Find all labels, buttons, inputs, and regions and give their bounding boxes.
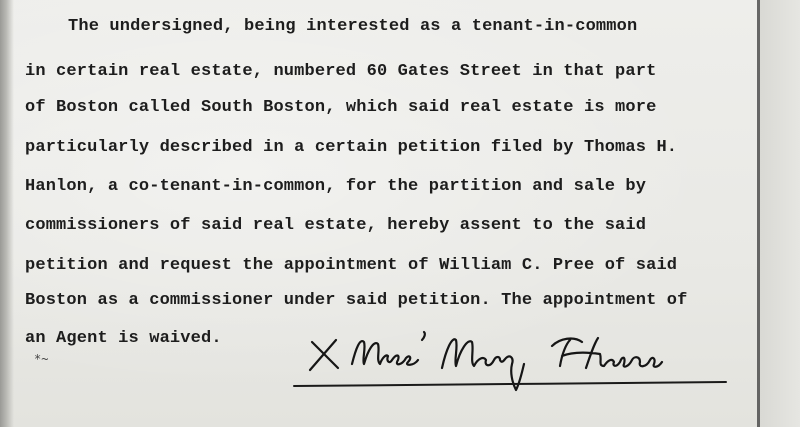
text-line-3: of Boston called South Boston, which said real estate is more — [25, 98, 657, 117]
text-line-1: The undersigned, being interested as a tenant-in-common — [68, 17, 638, 36]
text-line-4: particularly described in a certain petition filed by Thomas H. — [25, 138, 678, 157]
text-line-2: in certain real estate, numbered 60 Gates Street in that part — [25, 62, 657, 81]
stray-ink-mark: *~ — [34, 352, 49, 366]
text-line-5: Hanlon, a co-tenant-in-common, for the partition and sale by — [25, 177, 647, 196]
handwritten-signature — [290, 320, 760, 400]
text-line-9: an Agent is waived. — [25, 329, 222, 348]
text-line-6: commissioners of said real estate, hereby assent to the said — [25, 216, 647, 235]
text-line-7: petition and request the appointment of William C. Pree of said — [25, 256, 678, 275]
text-line-8: Boston as a commissioner under said petition. The appointment of — [25, 291, 688, 310]
